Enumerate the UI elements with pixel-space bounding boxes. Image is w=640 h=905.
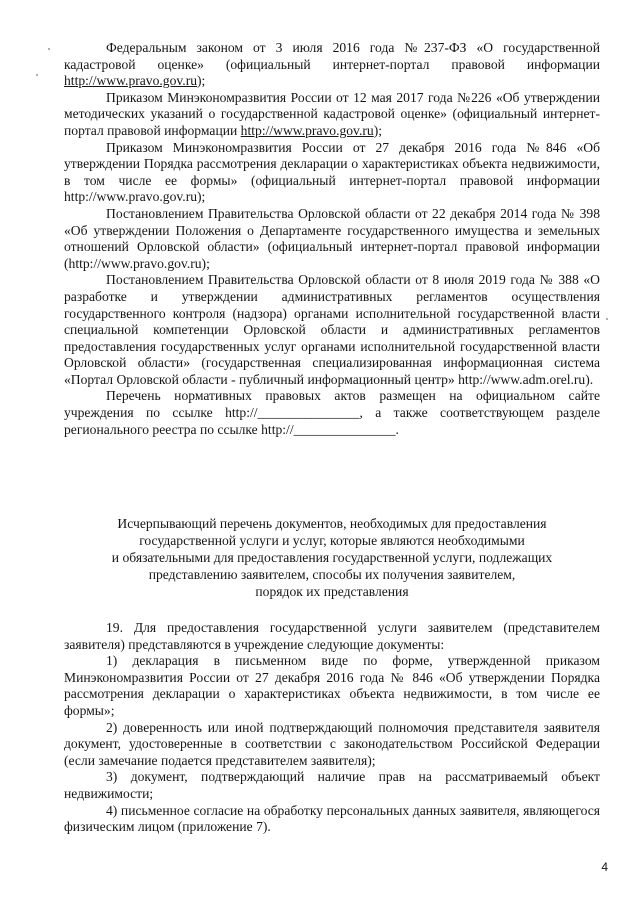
law-paragraph-1: Федеральным законом от 3 июля 2016 года №237-ФЗ «О государственной кадастровой оценке» (официальный интернет-портал правовой информации http://www.pravo.gov.ru); <box>64 40 600 89</box>
law-paragraph-2: Приказом Минэкономразвития России от 12 мая 2017 года №226 «Об утверждении методических указаний о государственной кадастровой оценке» (официальный интернет-портал правовой информации http://www.pravo.gov.ru); <box>64 89 600 138</box>
scan-speck <box>48 48 50 50</box>
documents-list <box>64 620 600 836</box>
item-19: 19. Для предоставления государственной услуги заявителем (представителем заявителя) представляются в учреждение следующие документы: <box>64 620 600 652</box>
item-2: 2) доверенность или иной подтверждающий полномочия представителя заявителя документ, удостоверенные в соответствии с законодательством Российской Федерации (если замечание подается представителем заявителя); <box>64 719 600 768</box>
law-paragraph-4: Постановлением Правительства Орловской области от 22 декабря 2014 года № 398 «Об утверждении Положения о Департаменте государственного имущества и земельных отношений Орловской области» (официальный интернет-портал правовой информации (http://www.pravo.gov.ru); <box>64 205 600 271</box>
pravo-link[interactable]: http://www.pravo.gov.ru <box>240 122 374 138</box>
item-4: 4) письменное согласие на обработку персональных данных заявителя, являющегося физическим лицом (приложение 7). <box>64 802 600 835</box>
legal-basis-list <box>64 40 600 438</box>
page-number: 4 <box>601 860 608 874</box>
acts-location-paragraph: Перечень нормативных правовых актов размещен на официальном сайте учреждения по ссылке http://_______________, а также соответствующем разделе регионального реестра по ссылке http://_______________. <box>64 388 600 437</box>
pravo-link[interactable]: http://www.pravo.gov.ru <box>64 73 198 89</box>
scan-speck <box>606 318 608 320</box>
section-heading: Исчерпывающий перечень документов, необходимых для предоставления государственной услуги и услуг, которые являются необходимыми и обязательными для предоставления государственной услуги, подлежащих представлению заявителем, способы их получения заявителем, порядок их представления <box>111 516 553 599</box>
item-3: 3) документ, подтверждающий наличие прав на рассматриваемый объект недвижимости; <box>64 769 600 801</box>
item-1: 1) декларация в письменном виде по форме, утвержденной приказом Минэкономразвития России от 27 декабря 2016 года № 846 «Об утверждении Порядка рассмотрения декларации о характеристиках объекта недвижимости, в том числе ее формы»; <box>64 653 600 718</box>
scan-speck <box>36 74 38 76</box>
law-paragraph-3: Приказом Минэкономразвития России от 27 декабря 2016 года №846 «Об утверждении Порядка рассмотрения декларации о характеристиках объекта недвижимости, в том числе ее формы» (официальный интернет-портал правовой информации http://www.pravo.gov.ru); <box>64 139 600 205</box>
law-paragraph-5: Постановлением Правительства Орловской области от 8 июля 2019 года № 388 «О разработке и утверждении административных регламентов осуществления государственного контроля (надзора) органами исполнительной государственной власти специальной компетенции Орловской области и административных регламентов предоставления государственных услуг органами исполнительной государственной власти Орловской области» (государственная специализированная информационная система «Портал Орловской области - публичный информационный центр» http://www.adm.orel.ru). <box>64 272 600 387</box>
